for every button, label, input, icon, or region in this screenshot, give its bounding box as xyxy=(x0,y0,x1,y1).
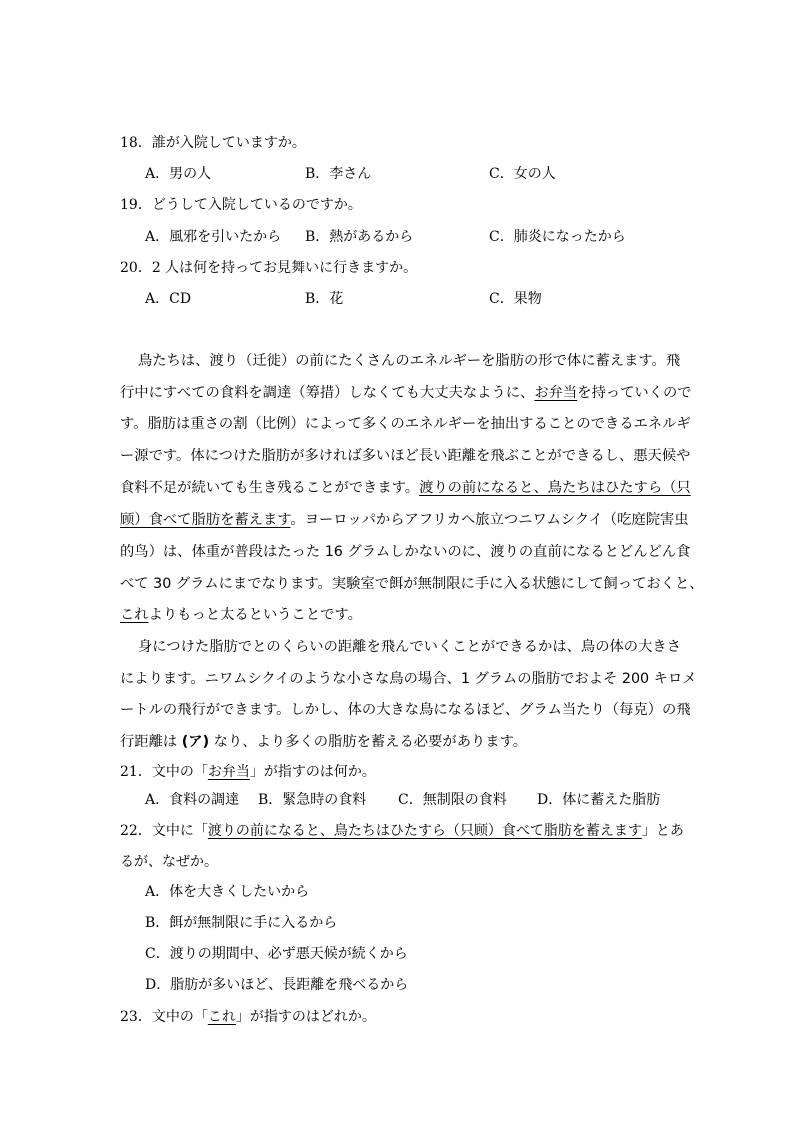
question-18-option-a: A．男の人 xyxy=(145,166,212,182)
passage-line: ートルの飛行ができます。しかし、体の大きな鳥になるほど、グラム当たり（每克）の飛 xyxy=(120,702,691,718)
question-22-option-b: B．餌が無制限に手に入るから xyxy=(145,915,338,931)
question-20-option-c: C．果物 xyxy=(489,291,542,307)
underlined-obento: お弁当 xyxy=(534,385,578,401)
question-18-option-c: C．女の人 xyxy=(489,166,556,182)
passage-line: によります。ニワムシクイのような小さな鳥の場合、1 グラムの脂肪でおよそ 200 キロメ xyxy=(120,671,697,687)
question-21-option-b: B．緊急時の食料 xyxy=(258,792,367,808)
passage-line: 的鸟）は、体重が普段はたった 16 グラムしかないのに、渡りの直前になるとどんどん食 xyxy=(120,544,691,560)
question-21-option-d: D．体に蓄えた脂肪 xyxy=(537,792,661,808)
question-18-option-b: B．李さん xyxy=(305,166,372,182)
passage-line: 鳥たちは、渡り（迁徙）の前にたくさんのエネルギーを脂肪の形で体に蓄えます。飛 xyxy=(138,353,681,369)
question-22-stem: 22．文中に「渡りの前になると、鳥たちはひたすら（只顾）食べて脂肪を蓄えます」とあ xyxy=(120,823,684,839)
question-20-option-a: A．CD xyxy=(145,291,192,307)
question-22-option-a: A．体を大きくしたいから xyxy=(145,884,310,900)
passage-line: 行中にすべての食料を調達（筹措）しなくても大丈夫なように、お弁当を持っていくので xyxy=(120,385,692,401)
passage-line: す。脂肪は重さの割（比例）によって多くのエネルギーを抽出することのできるエネルギ xyxy=(120,416,691,432)
underlined-sentence-cont: 顾）食べて脂肪を蓄えます xyxy=(120,512,291,528)
underlined-kore: これ xyxy=(120,607,149,623)
passage-line: これよりもっと太るということです。 xyxy=(120,607,362,623)
question-22-option-d: D．脂肪が多いほど、長距離を飛べるから xyxy=(145,977,409,993)
passage-line: べて 30 グラムにまでなります。実験室で餌が無制限に手に入る状態にして飼っておくと、 xyxy=(120,576,704,592)
question-18-stem: 18．誰が入院していますか。 xyxy=(120,135,306,151)
question-22-option-c: C．渡りの期間中、必ず悪天候が続くから xyxy=(145,946,408,962)
question-20-option-b: B．花 xyxy=(305,291,344,307)
passage-line: 行距離は (ア) なり、より多くの脂肪を蓄える必要があります。 xyxy=(120,734,528,750)
question-21-stem: 21．文中の「お弁当」が指すのは何か。 xyxy=(120,764,376,780)
passage-line: 食料不足が続いても生き残ることができます。渡りの前になると、鳥たちはひたすら（只 xyxy=(120,480,691,496)
question-21-option-c: C．無制限の食料 xyxy=(398,792,507,808)
question-19-stem: 19．どうして入院しているのですか。 xyxy=(120,197,362,213)
question-19-option-b: B．熱があるから xyxy=(305,229,414,245)
question-20-stem: 20．2 人は何を持ってお見舞いに行きますか。 xyxy=(120,260,418,276)
question-19-option-c: C．肺炎になったから xyxy=(489,229,626,245)
question-22-stem-cont: るが、なぜか。 xyxy=(120,854,218,870)
blank-a: (ア) xyxy=(181,734,210,750)
passage-line: 顾）食べて脂肪を蓄えます。ヨーロッパからアフリカへ旅立つニワムシクイ（吃庭院害虫 xyxy=(120,512,689,528)
underlined-sentence: 渡りの前になると、鳥たちはひたすら（只 xyxy=(419,480,691,496)
question-23-stem: 23．文中の「これ」が指すのはどれか。 xyxy=(120,1009,376,1025)
passage-line: ー源です。体につけた脂肪が多ければ多いほど長い距離を飛ぶことができるし、悪天候や xyxy=(120,448,691,464)
passage-line: 身につけた脂肪でとのくらいの距離を飛んでいくことができるかは、鳥の体の大きさ xyxy=(138,639,681,655)
question-21-option-a: A．食料の調達 xyxy=(145,792,240,808)
question-19-option-a: A．風邪を引いたから xyxy=(145,229,282,245)
